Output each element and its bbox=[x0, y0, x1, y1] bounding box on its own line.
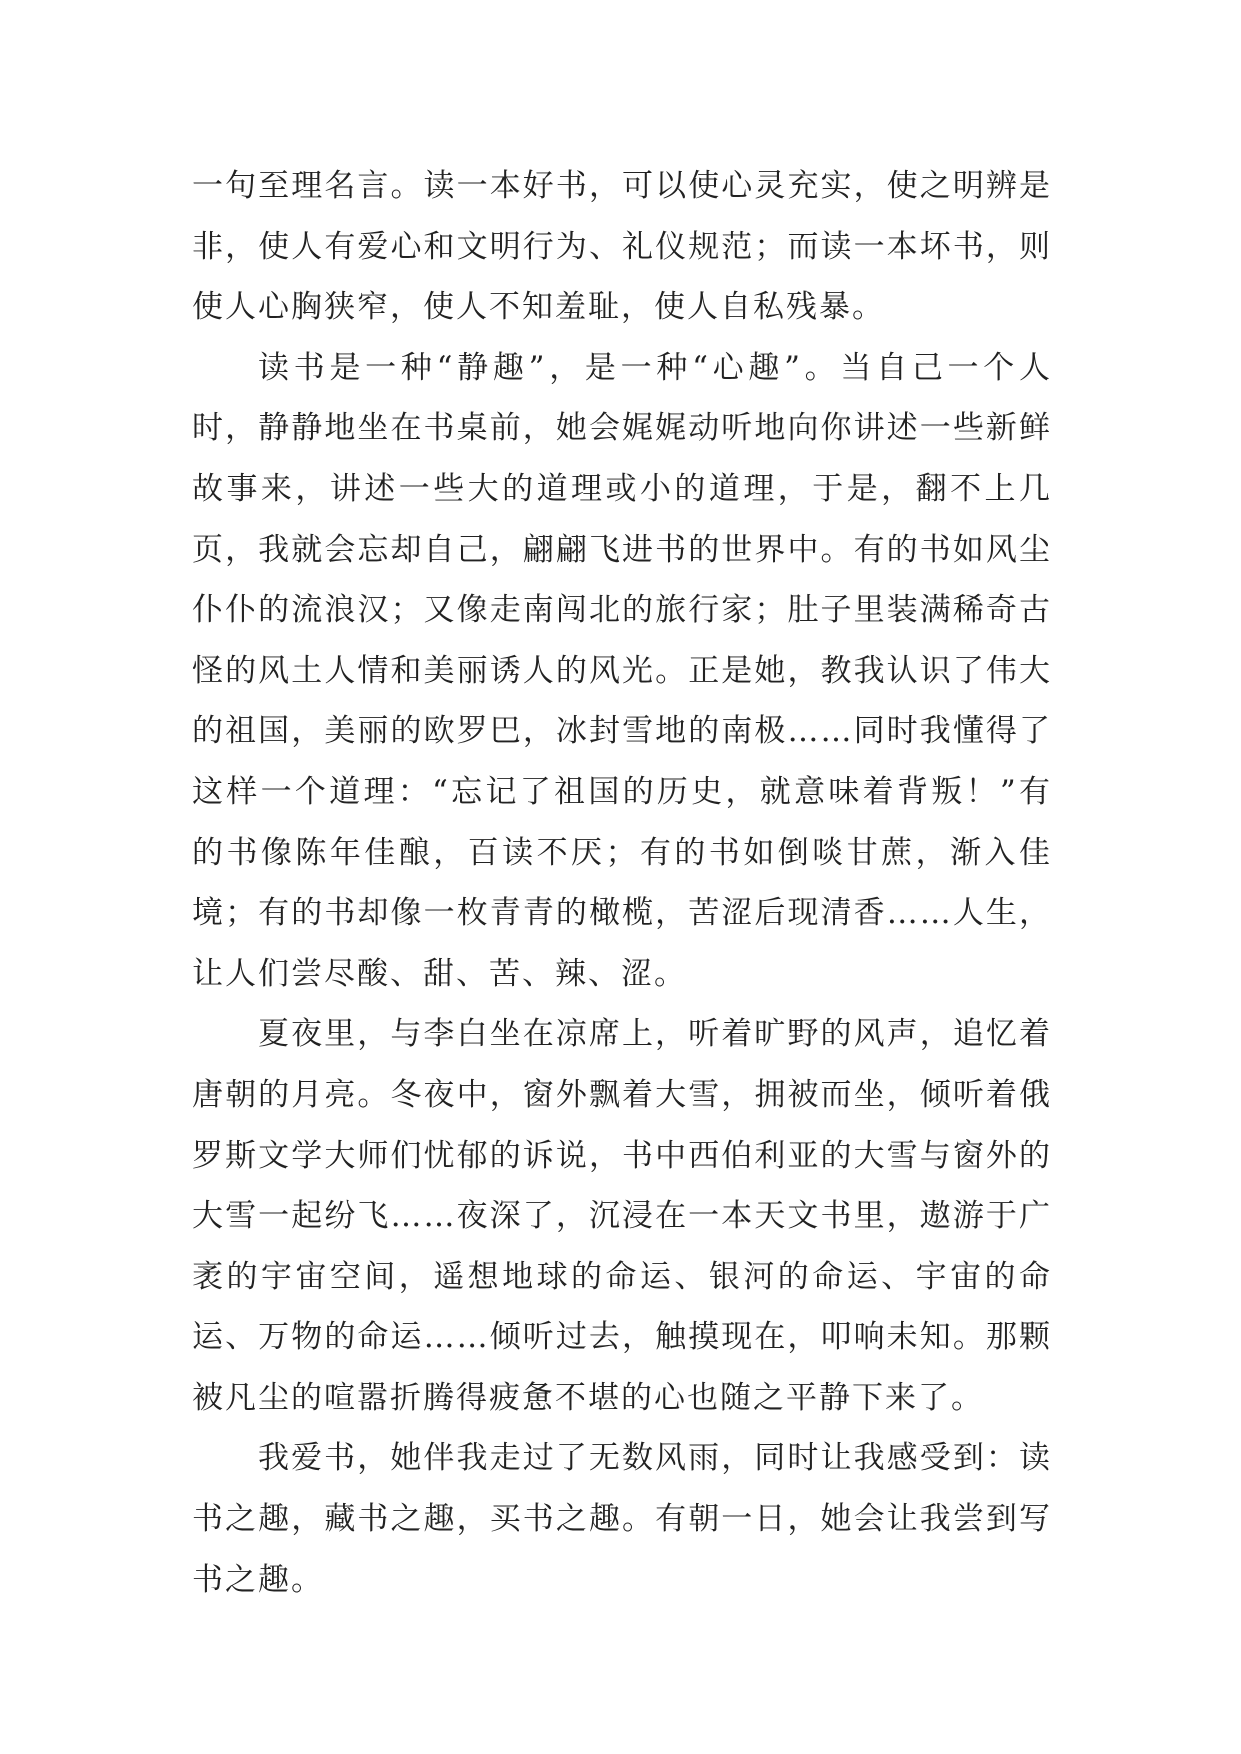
paragraph-4: 我爱书，她伴我走过了无数风雨，同时让我感受到：读书之趣，藏书之趣，买书之趣。有朝一日，她会让我尝到写书之趣。 bbox=[192, 1440, 1052, 1598]
paragraph-1: 一句至理名言。读一本好书，可以使心灵充实，使之明辨是非，使人有爱心和文明行为、礼仪规范；而读一本坏书，则使人心胸狭窄，使人不知羞耻，使人自私残暴。 bbox=[192, 168, 1052, 326]
paragraph-2: 读书是一种“静趣”，是一种“心趣”。当自己一个人时，静静地坐在书桌前，她会娓娓动听地向你讲述一些新鲜故事来，讲述一些大的道理或小的道理，于是，翻不上几页，我就会忘却自己，翩翩飞进书的世界中。有的书如风尘仆仆的流浪汉；又像走南闯北的旅行家；肚子里装满稀奇古怪的风土人情和美丽诱人的风光。正是她，教我认识了伟大的祖国，美丽的欧罗巴，冰封雪地的南极……同时我懂得了这样一个道理：“忘记了祖国的历史，就意味着背叛！”有的书像陈年佳酿，百读不厌；有的书如倒啖甘蔗，渐入佳境；有的书却像一枚青青的橄榄，苦涩后现清香……人生，让人们尝尽酸、甜、苦、辣、涩。 bbox=[192, 349, 1052, 992]
paragraph-3: 夏夜里，与李白坐在凉席上，听着旷野的风声，追忆着唐朝的月亮。冬夜中，窗外飘着大雪，拥被而坐，倾听着俄罗斯文学大师们忧郁的诉说，书中西伯利亚的大雪与窗外的大雪一起纷飞……夜深了，沉浸在一本天文书里，遨游于广袤的宇宙空间，遥想地球的命运、银河的命运、宇宙的命运、万物的命运……倾听过去，触摸现在，叩响未知。那颗被凡尘的喧嚣折腾得疲惫不堪的心也随之平静下来了。 bbox=[192, 1016, 1052, 1416]
essay-body bbox=[192, 156, 1052, 1610]
